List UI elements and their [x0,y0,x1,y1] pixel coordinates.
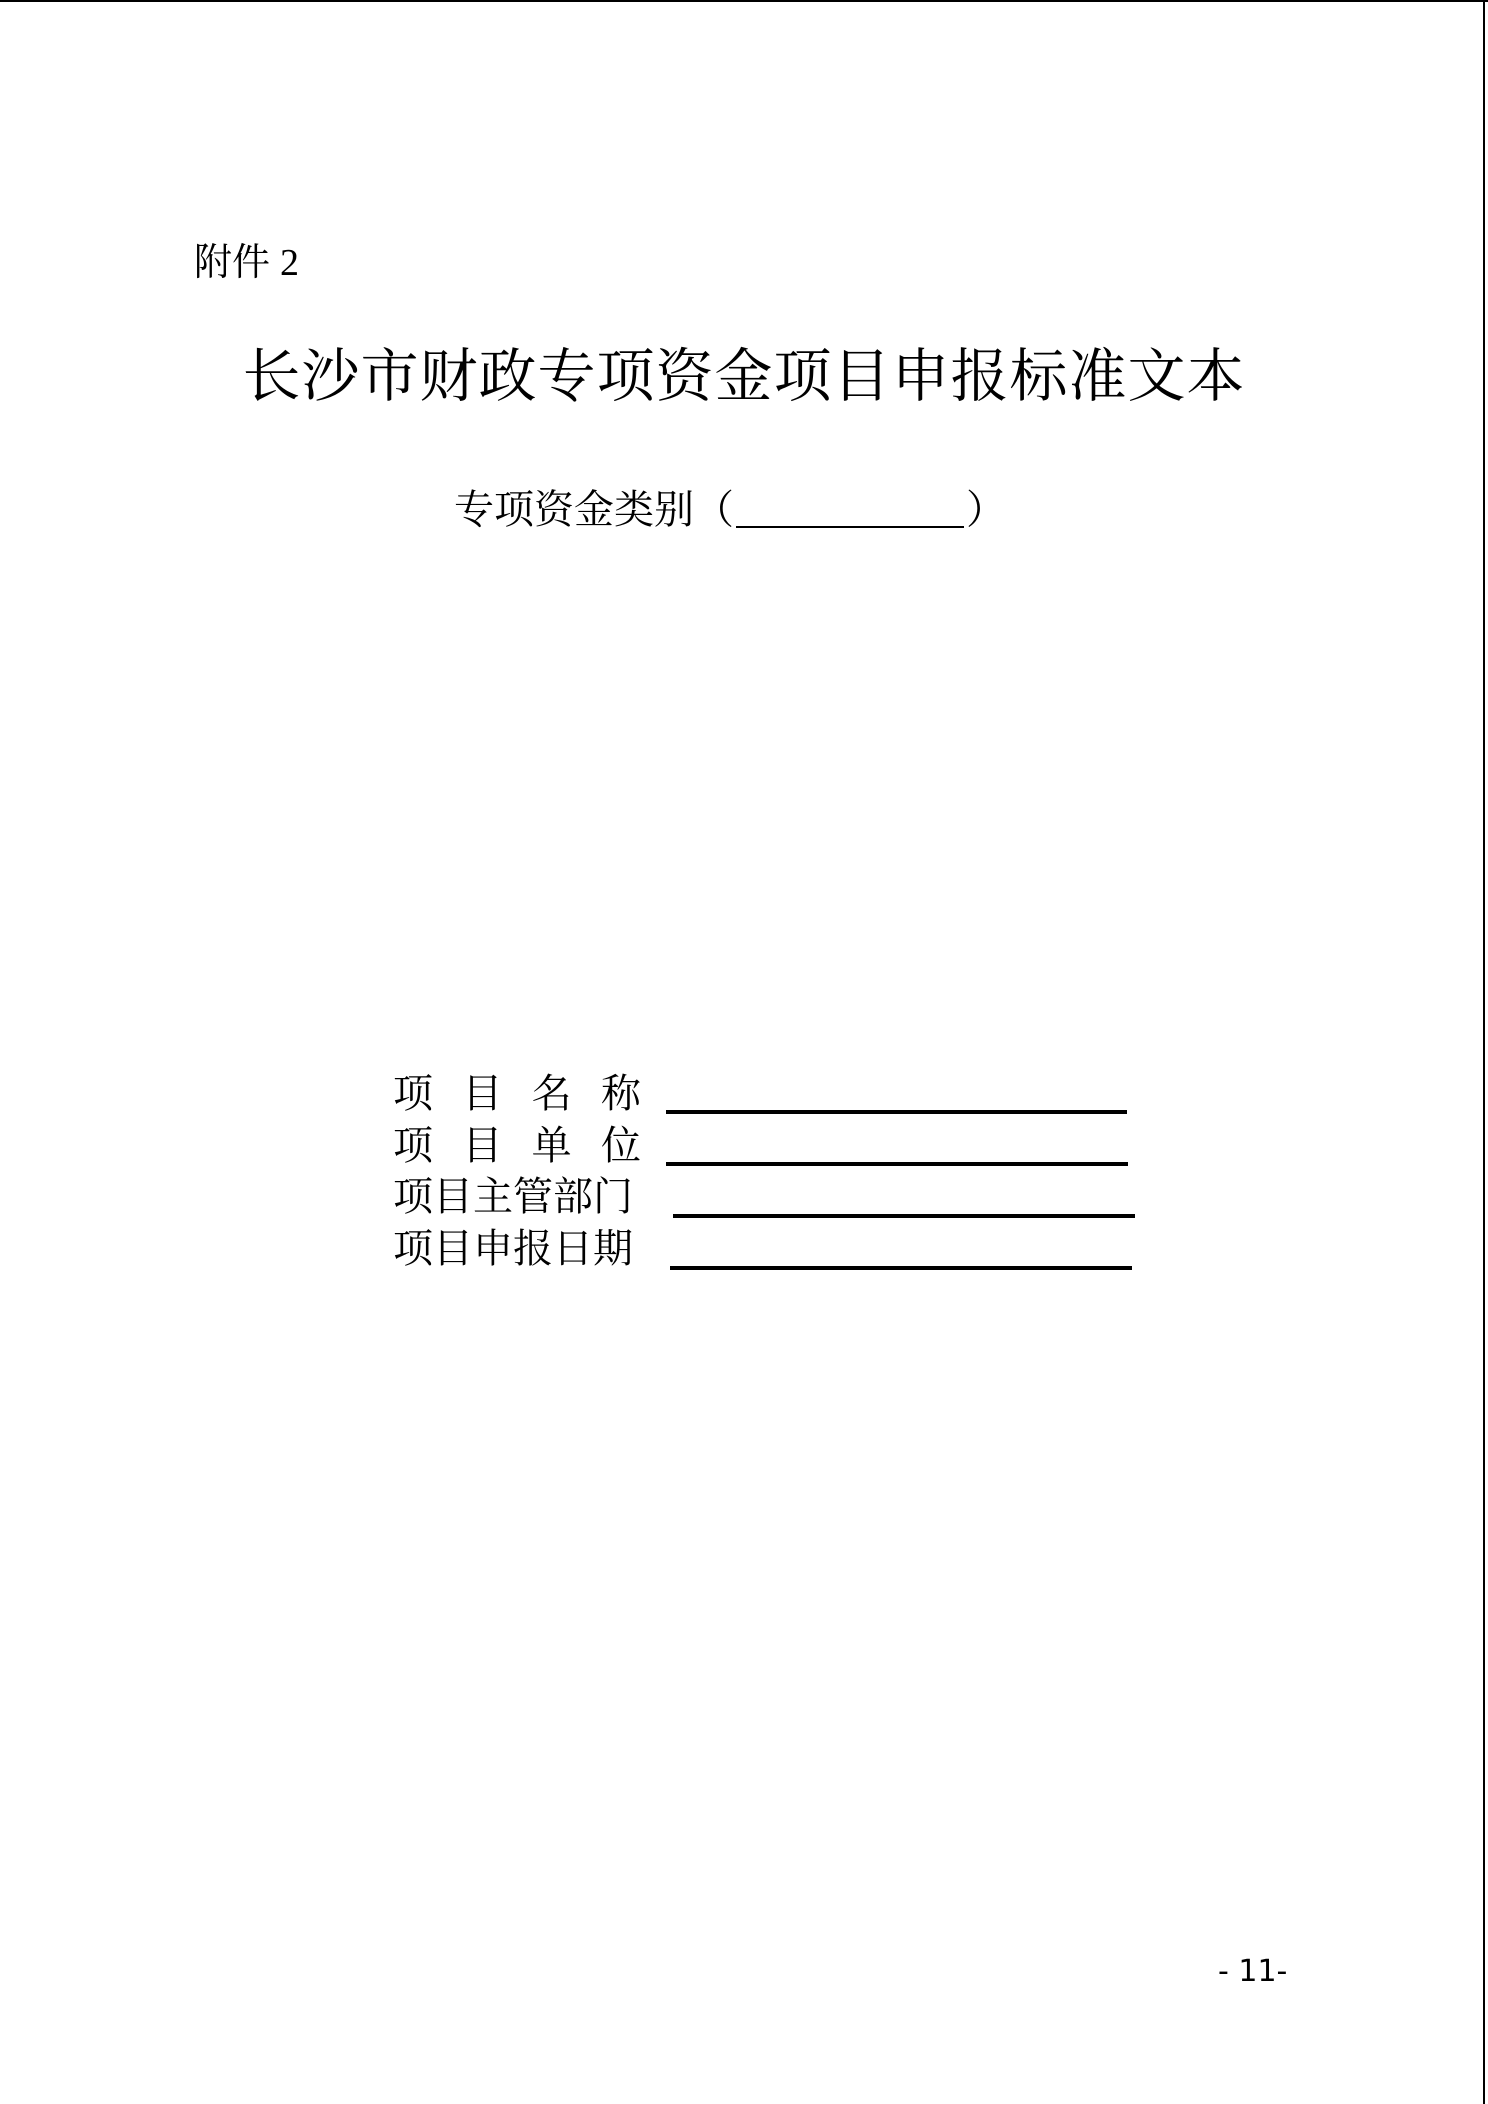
fund-category [454,482,1006,538]
supervising-department-label: 项目主管部门 [393,1174,633,1220]
supervising-department-row [393,1171,633,1223]
fund-category-blank[interactable] [736,482,964,528]
project-name-char: 目 [462,1071,503,1117]
project-name-char: 项 [393,1071,433,1117]
project-name-char: 称 [600,1071,641,1117]
project-unit-line[interactable] [666,1162,1128,1166]
project-name-char: 名 [531,1071,572,1117]
application-date-row [393,1223,633,1275]
project-unit-char: 单 [531,1123,572,1169]
application-date-label: 项目申报日期 [393,1226,633,1272]
supervising-department-line[interactable] [673,1214,1135,1218]
attachment-number: 2 [280,242,300,284]
project-name-label [393,1068,641,1120]
page-number: - 11- [1218,1954,1288,1989]
project-unit-char: 位 [600,1123,641,1169]
project-name-line[interactable] [666,1110,1127,1114]
project-unit-char: 目 [462,1123,503,1169]
fund-category-close: ） [966,487,1006,533]
attachment-label [194,234,299,291]
fund-category-label: 专项资金类别（ [454,487,734,533]
page-top-border [0,0,1488,2]
attachment-label-text: 附件 [194,240,271,284]
document-title: 长沙市财政专项资金项目申报标准文本 [242,342,1246,410]
project-unit-char: 项 [393,1123,433,1169]
application-date-line[interactable] [670,1266,1132,1270]
project-unit-label [393,1120,641,1172]
page-right-border [1483,0,1485,2104]
